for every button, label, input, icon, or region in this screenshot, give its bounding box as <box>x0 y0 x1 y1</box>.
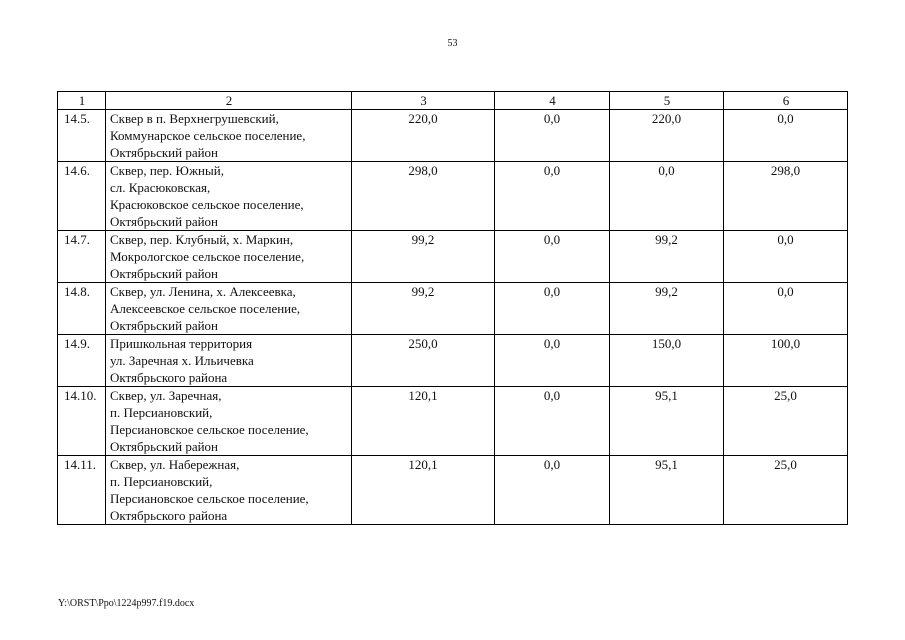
object-name <box>106 110 352 162</box>
object-name-line: Октябрьский район <box>110 145 218 160</box>
object-name-line: Персиановское сельское поселение, <box>110 422 309 437</box>
object-name-line: п. Персиановский, <box>110 474 213 489</box>
object-name-line: Сквер, ул. Ленина, х. Алексеевка, <box>110 284 296 299</box>
value-col-5: 99,2 <box>610 283 724 335</box>
object-name-line: Октябрьского района <box>110 508 228 523</box>
column-header: 3 <box>352 92 495 110</box>
row-number: 14.5. <box>58 110 106 162</box>
budget-table <box>57 91 848 525</box>
value-col-6: 298,0 <box>724 162 848 231</box>
row-number: 14.9. <box>58 335 106 387</box>
table-row <box>58 283 848 335</box>
table-row <box>58 110 848 162</box>
footer-file-path: Y:\ORST\Ppo\1224p997.f19.docx <box>58 598 195 609</box>
value-col-6: 100,0 <box>724 335 848 387</box>
value-col-6: 0,0 <box>724 283 848 335</box>
value-col-6: 25,0 <box>724 456 848 525</box>
value-col-5: 150,0 <box>610 335 724 387</box>
value-col-4: 0,0 <box>495 162 610 231</box>
object-name-line: Сквер в п. Верхнегрушевский, <box>110 111 279 126</box>
page-number: 53 <box>447 38 458 49</box>
table-row <box>58 231 848 283</box>
object-name <box>106 231 352 283</box>
table-row <box>58 162 848 231</box>
object-name-line: Октябрьский район <box>110 318 218 333</box>
row-number: 14.8. <box>58 283 106 335</box>
value-col-3: 220,0 <box>352 110 495 162</box>
value-col-5: 0,0 <box>610 162 724 231</box>
column-header: 5 <box>610 92 724 110</box>
table-row <box>58 387 848 456</box>
object-name <box>106 162 352 231</box>
object-name-line: Мокрологское сельское поселение, <box>110 249 305 264</box>
object-name-line: ул. Заречная х. Ильичевка <box>110 353 254 368</box>
object-name-line: Октябрьского района <box>110 370 228 385</box>
table-row <box>58 335 848 387</box>
row-number: 14.6. <box>58 162 106 231</box>
value-col-4: 0,0 <box>495 335 610 387</box>
object-name-line: сл. Красюковская, <box>110 180 211 195</box>
value-col-3: 298,0 <box>352 162 495 231</box>
value-col-4: 0,0 <box>495 283 610 335</box>
value-col-4: 0,0 <box>495 110 610 162</box>
object-name <box>106 387 352 456</box>
object-name-line: Коммунарское сельское поселение, <box>110 128 306 143</box>
table-row <box>58 456 848 525</box>
column-header: 6 <box>724 92 848 110</box>
object-name-line: Октябрьский район <box>110 214 218 229</box>
column-header: 2 <box>106 92 352 110</box>
value-col-5: 220,0 <box>610 110 724 162</box>
object-name-line: Сквер, ул. Набережная, <box>110 457 240 472</box>
row-number: 14.11. <box>58 456 106 525</box>
value-col-6: 0,0 <box>724 231 848 283</box>
value-col-5: 95,1 <box>610 456 724 525</box>
object-name-line: Персиановское сельское поселение, <box>110 491 309 506</box>
row-number: 14.10. <box>58 387 106 456</box>
value-col-4: 0,0 <box>495 387 610 456</box>
object-name-line: Сквер, пер. Южный, <box>110 163 224 178</box>
object-name-line: Сквер, пер. Клубный, х. Маркин, <box>110 232 294 247</box>
value-col-5: 95,1 <box>610 387 724 456</box>
value-col-4: 0,0 <box>495 456 610 525</box>
value-col-3: 99,2 <box>352 283 495 335</box>
value-col-6: 0,0 <box>724 110 848 162</box>
object-name-line: Пришкольная территория <box>110 336 253 351</box>
object-name-line: Алексеевское сельское поселение, <box>110 301 301 316</box>
value-col-3: 250,0 <box>352 335 495 387</box>
column-header: 4 <box>495 92 610 110</box>
object-name <box>106 335 352 387</box>
object-name <box>106 456 352 525</box>
object-name-line: Октябрьский район <box>110 266 218 281</box>
object-name-line: Сквер, ул. Заречная, <box>110 388 222 403</box>
value-col-3: 120,1 <box>352 456 495 525</box>
column-header: 1 <box>58 92 106 110</box>
object-name <box>106 283 352 335</box>
value-col-3: 120,1 <box>352 387 495 456</box>
object-name-line: Октябрьский район <box>110 439 218 454</box>
value-col-3: 99,2 <box>352 231 495 283</box>
object-name-line: Красюковское сельское поселение, <box>110 197 304 212</box>
value-col-5: 99,2 <box>610 231 724 283</box>
row-number: 14.7. <box>58 231 106 283</box>
object-name-line: п. Персиановский, <box>110 405 213 420</box>
table-header-row <box>58 92 848 110</box>
value-col-4: 0,0 <box>495 231 610 283</box>
value-col-6: 25,0 <box>724 387 848 456</box>
